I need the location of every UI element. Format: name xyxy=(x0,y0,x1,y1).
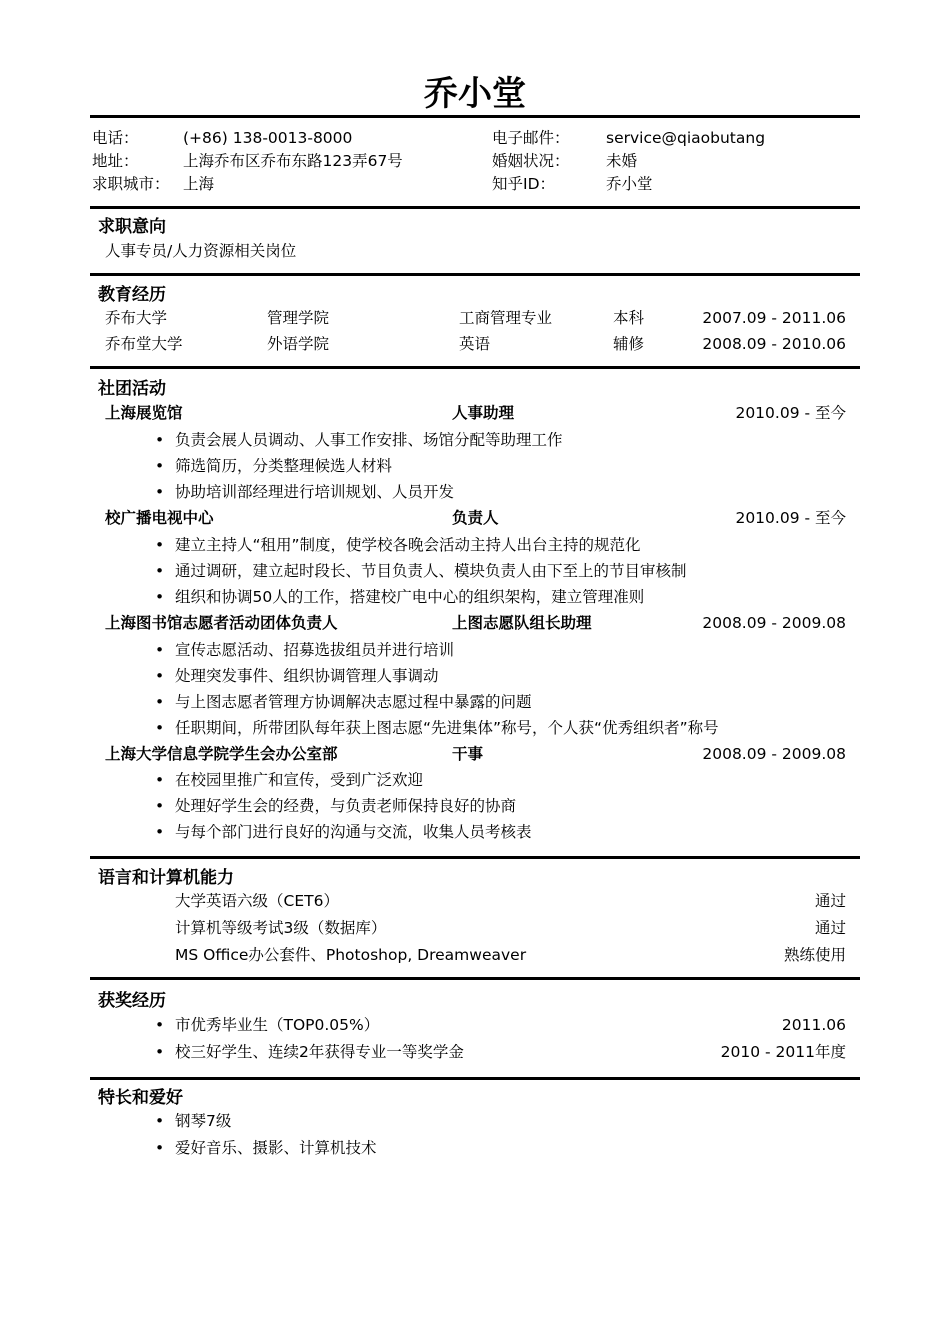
bullet-icon: • xyxy=(155,693,165,711)
bullet-icon: • xyxy=(155,1112,165,1130)
phone-label: 电话： xyxy=(92,129,139,147)
bullet-icon: • xyxy=(155,431,165,449)
skill-level: 通过 xyxy=(814,919,846,937)
bullet-icon: • xyxy=(155,588,165,606)
objective-title: 求职意向 xyxy=(98,217,166,237)
contact-row-2 xyxy=(92,149,860,173)
skill-row xyxy=(105,942,846,968)
skill-name: MS Office办公套件、Photoshop, Dreamweaver xyxy=(175,946,527,964)
list-item-text: 建立主持人“租用”制度，使学校各晚会活动主持人出台主持的规范化 xyxy=(175,536,641,554)
divider xyxy=(90,273,860,276)
list-item xyxy=(155,663,846,689)
bullet-icon: • xyxy=(155,1139,165,1157)
bullet-icon: • xyxy=(155,823,165,841)
list-item xyxy=(155,584,846,610)
divider xyxy=(90,206,860,209)
list-item-text: 负责会展人员调动、人事工作安排、场馆分配等助理工作 xyxy=(175,431,563,449)
degree: 辅修 xyxy=(613,335,645,353)
degree: 本科 xyxy=(613,309,645,327)
major: 英语 xyxy=(459,335,491,353)
list-item-text: 处理突发事件、组织协调管理人事调动 xyxy=(175,667,439,685)
contact-row-1 xyxy=(92,126,860,150)
list-item-text: 通过调研，建立起时段长、节目负责人、模块负责人由下至上的节目审核制 xyxy=(175,562,687,580)
bullet-icon: • xyxy=(155,797,165,815)
list-item xyxy=(155,767,846,793)
list-item xyxy=(155,558,846,584)
list-item-text: 爱好音乐、摄影、计算机技术 xyxy=(175,1139,377,1157)
award-date: 2010 - 2011年度 xyxy=(720,1043,846,1061)
list-item-text: 筛选简历，分类整理候选人材料 xyxy=(175,457,393,475)
candidate-name: 乔小堂 xyxy=(424,74,526,114)
objective-text: 人事专员/人力资源相关岗位 xyxy=(105,242,297,260)
activity-header xyxy=(105,610,846,636)
education-row xyxy=(105,331,846,357)
list-item-text: 协助培训部经理进行培训规划、人员开发 xyxy=(175,483,455,501)
divider xyxy=(90,366,860,369)
activity-header xyxy=(105,400,846,426)
bullet-icon: • xyxy=(155,641,165,659)
activity-header xyxy=(105,505,846,531)
list-item xyxy=(155,479,846,505)
list-item-text: 处理好学生会的经费，与负责老师保持良好的协商 xyxy=(175,797,517,815)
list-item-text: 在校园里推广和宣传，受到广泛欢迎 xyxy=(175,771,424,789)
skill-level: 熟练使用 xyxy=(783,946,846,964)
skill-name: 大学英语六级（CET6） xyxy=(175,892,339,910)
activity-org: 上海大学信息学院学生会办公室部 xyxy=(105,745,338,763)
skill-name: 计算机等级考试3级（数据库） xyxy=(175,919,387,937)
bullet-icon: • xyxy=(155,536,165,554)
activity-org: 校广播电视中心 xyxy=(105,509,214,527)
divider xyxy=(90,1077,860,1080)
period: 2007.09 - 2011.06 xyxy=(702,309,846,327)
list-item xyxy=(155,637,846,663)
list-item-text: 宣传志愿活动、招募选拔组员并进行培训 xyxy=(175,641,455,659)
major: 工商管理专业 xyxy=(459,309,553,327)
city-label: 求职城市： xyxy=(92,175,170,193)
education-title: 教育经历 xyxy=(98,285,166,305)
skill-level: 通过 xyxy=(814,892,846,910)
activity-org: 上海展览馆 xyxy=(105,404,183,422)
list-item xyxy=(155,1135,846,1161)
marital-label: 婚姻状况： xyxy=(492,152,570,170)
activity-period: 2008.09 - 2009.08 xyxy=(702,745,846,763)
list-item-text: 与上图志愿者管理方协调解决志愿过程中暴露的问题 xyxy=(175,693,532,711)
bullet-icon: • xyxy=(155,1016,165,1034)
list-item xyxy=(155,453,846,479)
list-item-text: 任职期间，所带团队每年获上图志愿“先进集体”称号，个人获“优秀组织者”称号 xyxy=(175,719,719,737)
zhihu-label: 知乎ID： xyxy=(492,175,556,193)
activity-role: 人事助理 xyxy=(452,404,515,422)
list-item xyxy=(155,715,846,741)
awards-title: 获奖经历 xyxy=(98,991,166,1011)
activity-period: 2008.09 - 2009.08 xyxy=(702,614,846,632)
bullet-icon: • xyxy=(155,457,165,475)
activity-role: 干事 xyxy=(452,745,484,763)
list-item xyxy=(155,427,846,453)
activity-role: 上图志愿队组长助理 xyxy=(452,614,592,632)
school: 乔布大学 xyxy=(105,309,168,327)
activity-header xyxy=(105,741,846,767)
bullet-icon: • xyxy=(155,562,165,580)
phone-value: (+86) 138-0013-8000 xyxy=(183,129,353,147)
activity-role: 负责人 xyxy=(452,509,499,527)
award-text: 市优秀毕业生（TOP0.05%） xyxy=(175,1016,380,1034)
bullet-icon: • xyxy=(155,483,165,501)
list-item xyxy=(155,532,846,558)
award-item xyxy=(155,1039,846,1065)
list-item xyxy=(155,819,846,845)
list-item xyxy=(155,793,846,819)
bullet-icon: • xyxy=(155,771,165,789)
activity-period: 2010.09 - 至今 xyxy=(735,509,846,527)
award-text: 校三好学生、连续2年获得专业一等奖学金 xyxy=(175,1043,464,1061)
award-item xyxy=(155,1012,846,1038)
email-value: service@qiaobutang xyxy=(606,129,766,147)
email-label: 电子邮件： xyxy=(492,129,570,147)
bullet-icon: • xyxy=(155,667,165,685)
address-value: 上海乔布区乔布东路123弄67号 xyxy=(183,152,403,170)
bullet-icon: • xyxy=(155,719,165,737)
skills-title: 语言和计算机能力 xyxy=(98,868,234,888)
education-row xyxy=(105,305,846,331)
marital-value: 未婚 xyxy=(606,152,638,170)
bullet-icon: • xyxy=(155,1043,165,1061)
hobbies-title: 特长和爱好 xyxy=(98,1088,183,1108)
college: 管理学院 xyxy=(267,309,330,327)
contact-row-3 xyxy=(92,172,860,196)
activity-period: 2010.09 - 至今 xyxy=(735,404,846,422)
list-item xyxy=(155,1108,846,1134)
activity-org: 上海图书馆志愿者活动团体负责人 xyxy=(105,614,338,632)
school: 乔布堂大学 xyxy=(105,335,183,353)
list-item-text: 钢琴7级 xyxy=(175,1112,232,1130)
zhihu-value: 乔小堂 xyxy=(606,175,653,193)
divider xyxy=(90,115,860,118)
period: 2008.09 - 2010.06 xyxy=(702,335,846,353)
activities-title: 社团活动 xyxy=(98,379,166,399)
city-value: 上海 xyxy=(183,175,215,193)
divider xyxy=(90,856,860,859)
list-item-text: 组织和协调50人的工作，搭建校广电中心的组织架构，建立管理准则 xyxy=(175,588,645,606)
college: 外语学院 xyxy=(267,335,330,353)
award-date: 2011.06 xyxy=(781,1016,846,1034)
skill-row xyxy=(105,888,846,914)
address-label: 地址： xyxy=(92,152,139,170)
divider xyxy=(90,977,860,980)
list-item-text: 与每个部门进行良好的沟通与交流，收集人员考核表 xyxy=(175,823,532,841)
skill-row xyxy=(105,915,846,941)
list-item xyxy=(155,689,846,715)
